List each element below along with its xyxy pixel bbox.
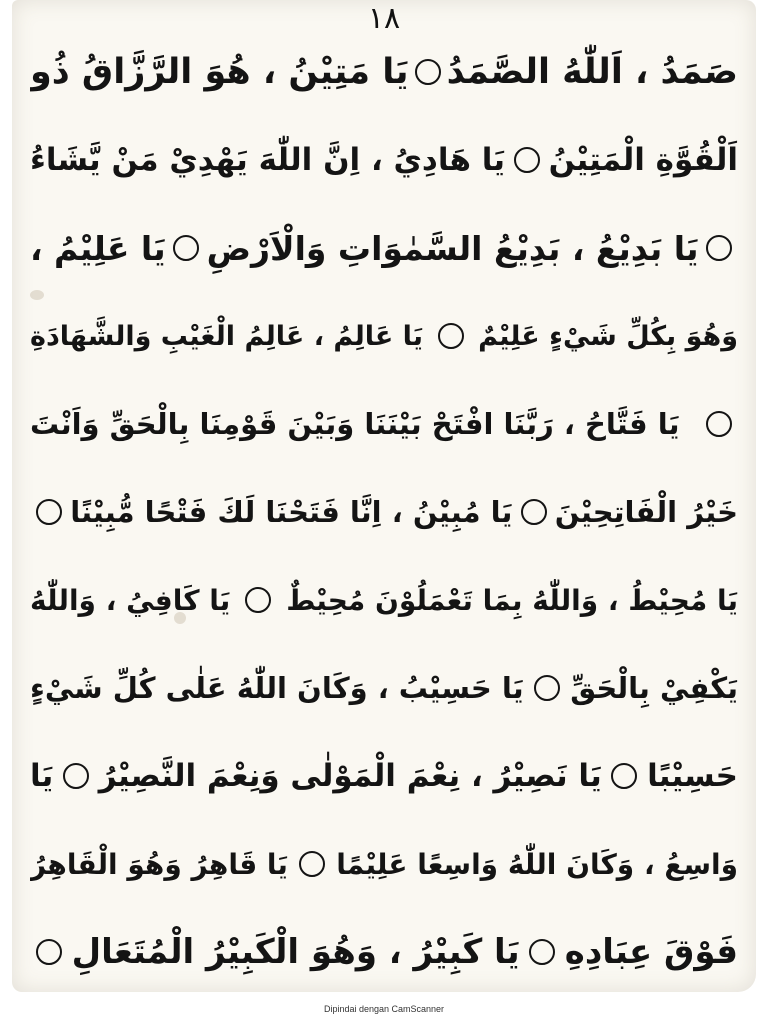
verse-separator-circle-icon: [534, 675, 560, 701]
text-line: [30, 644, 738, 732]
text-segment: صَمَدُ ، اَللّٰهُ الصَّمَدُ: [446, 52, 738, 92]
verse-separator-circle-icon: [438, 323, 464, 349]
verse-separator-circle-icon: [173, 235, 199, 261]
verse-separator-circle-icon: [521, 499, 547, 525]
text-line: [30, 556, 738, 644]
text-line: [30, 732, 738, 820]
text-line: [30, 292, 738, 380]
text-segment: يَا مَتِيْنُ ، هُوَ الرَّزَّاقُ ذُو: [30, 52, 409, 92]
text-segment: يَا مُبِيْنُ ، اِنَّا فَتَحْنَا لَكَ فَتْحًا مُّبِيْنًا: [70, 495, 513, 529]
text-segment: وَاسِعُ ، وَكَانَ اللّٰهُ وَاسِعًا عَلِيْمًا: [336, 847, 738, 881]
text-line: [30, 468, 738, 556]
verse-separator-circle-icon: [63, 763, 89, 789]
text-segment: يَا عَالِمُ ، عَالِمُ الْغَيْبِ وَالشَّهَادَةِ: [30, 320, 423, 352]
text-line: [30, 204, 738, 292]
text-segment: اَلْقُوَّةِ الْمَتِيْنُ: [548, 142, 738, 178]
text-segment: وَهُوَ بِكُلِّ شَيْءٍ عَلِيْمٌ: [478, 320, 738, 352]
text-segment: يَا كَبِيْرُ ، وَهُوَ الْكَبِيْرُ الْمُتَعَالِ: [71, 932, 520, 972]
text-segment: يَا عَلِيْمُ ،: [30, 228, 166, 268]
text-segment: يَا مُحِيْطُ ، وَاللّٰهُ بِمَا تَعْمَلُوْنَ مُحِيْطٌ: [286, 583, 738, 617]
arabic-text-block: [30, 28, 738, 992]
text-segment: فَوْقَ عِبَادِهِ: [564, 932, 738, 972]
text-segment: حَسِيْبًا: [647, 758, 738, 794]
verse-separator-circle-icon: [514, 147, 540, 173]
text-segment: يَا نَصِيْرُ ، نِعْمَ الْمَوْلٰى وَنِعْمَ النَّصِيْرُ: [98, 758, 602, 794]
verse-separator-circle-icon: [299, 851, 325, 877]
verse-separator-circle-icon: [529, 939, 555, 965]
text-line: [30, 820, 738, 908]
text-segment: يَا فَتَّاحُ ، رَبَّنَا افْتَحْ بَيْنَنَا وَبَيْنَ قَوْمِنَا بِالْحَقِّ وَاَنْتَ: [30, 407, 680, 441]
text-segment: يَا حَسِيْبُ ، وَكَانَ اللّٰهُ عَلٰى كُلِّ شَيْءٍ: [30, 671, 524, 705]
text-segment: يَا كَافِيُ ، وَاللّٰهُ: [30, 583, 231, 617]
text-segment: يَا هَادِيُ ، اِنَّ اللّٰهَ يَهْدِيْ مَنْ يَّشَاءُ: [30, 142, 506, 178]
verse-separator-circle-icon: [706, 235, 732, 261]
text-segment: يَكْفِيْ بِالْحَقِّ: [570, 671, 738, 705]
text-line: [30, 116, 738, 204]
text-line: [30, 28, 738, 116]
text-line: [30, 380, 738, 468]
verse-separator-circle-icon: [245, 587, 271, 613]
verse-separator-circle-icon: [706, 411, 732, 437]
text-segment: يَا بَدِيْعُ ، بَدِيْعُ السَّمٰوَاتِ وَالْاَرْضِ: [206, 228, 699, 268]
text-segment: خَيْرُ الْفَاتِحِيْنَ: [554, 495, 738, 529]
text-line: [30, 908, 738, 992]
verse-separator-circle-icon: [611, 763, 637, 789]
text-segment: يَا قَاهِرُ وَهُوَ الْقَاهِرُ: [30, 847, 288, 881]
book-page: [12, 0, 756, 992]
verse-separator-circle-icon: [36, 499, 62, 525]
verse-separator-circle-icon: [36, 939, 62, 965]
text-segment: يَا: [30, 758, 54, 794]
verse-separator-circle-icon: [415, 59, 441, 85]
page-number: ١٨: [367, 1, 401, 36]
scanner-watermark: Dipindai dengan CamScanner: [323, 1004, 445, 1014]
